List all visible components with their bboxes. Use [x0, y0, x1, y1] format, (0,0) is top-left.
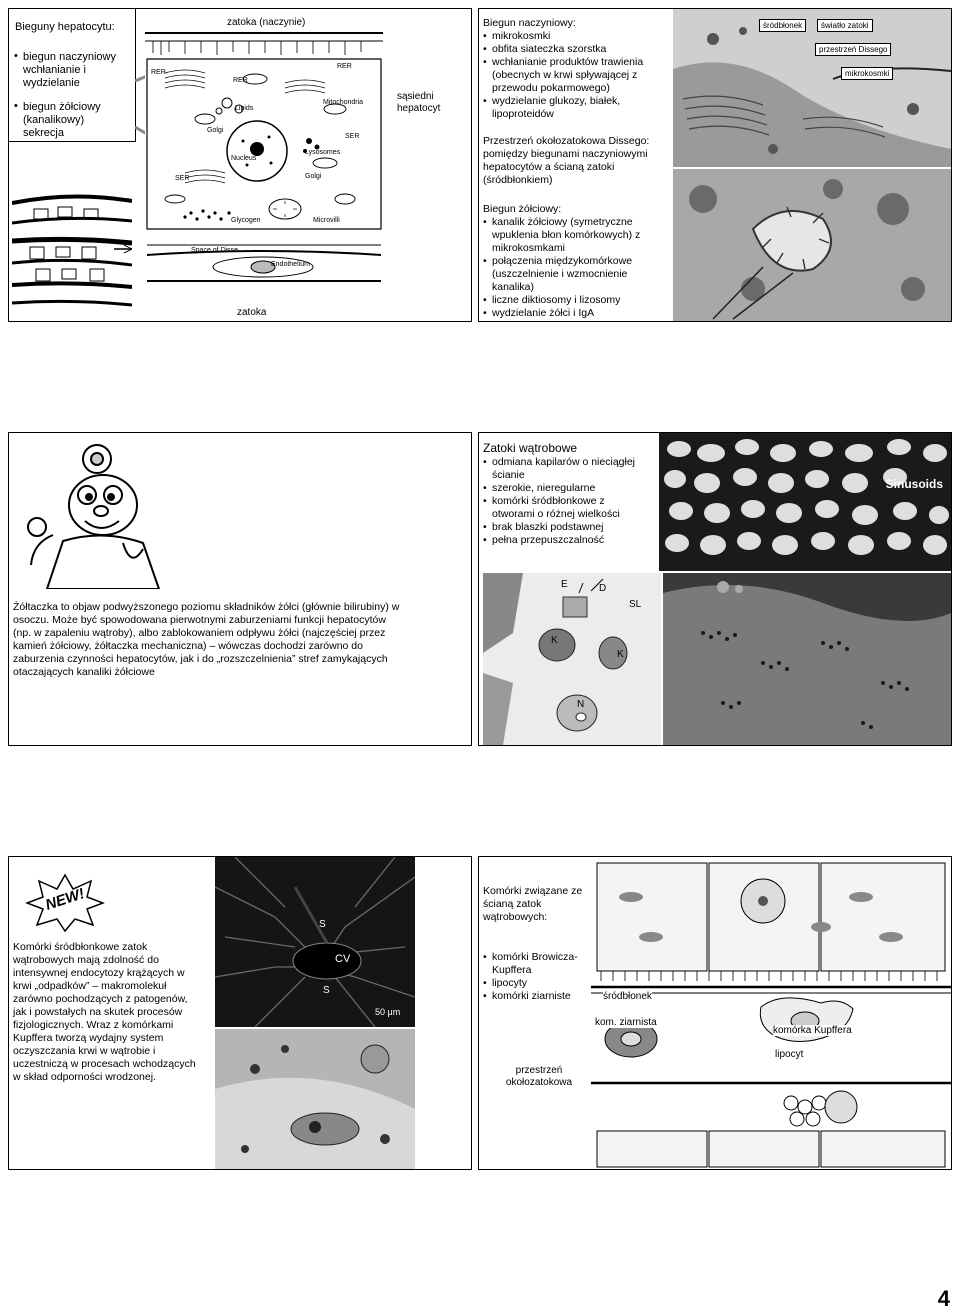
list-item: • lipocyty — [483, 977, 591, 990]
label-sinusoid-bottom: zatoka — [237, 307, 267, 318]
disse-space-title: Przestrzeń okołozatokowa Dissego: — [483, 135, 650, 147]
bullet-icon: • — [14, 50, 18, 62]
tem-label-d: D — [599, 583, 607, 594]
em-label-sinusoid-lumen: światło zatoki — [817, 19, 873, 32]
list-item: • komórki śródbłonkowe z otworami o różnej wielkości — [483, 495, 643, 521]
poles-title: Bieguny hepatocytu: — [15, 21, 115, 33]
label-lipocyte: lipocyt — [775, 1049, 804, 1060]
list-item: • brak blaszki podstawnej — [483, 521, 643, 534]
list-item: • wydzielanie glukozy, białek, lipoproteidów — [483, 95, 669, 121]
tem-label-n: N — [577, 699, 585, 710]
biliary-pole-title: Biegun żółciowy: — [483, 203, 562, 215]
organelle-label-space-of-disse: Space of Disse — [191, 247, 239, 254]
organelle-label-ser: SER — [345, 133, 360, 140]
biliary-pole-list — [483, 216, 669, 320]
list-item: • obfita siateczka szorstka — [483, 43, 669, 56]
organelle-label-lipids: Lipids — [235, 105, 254, 112]
organelle-label-mitochondria: Mitochondria — [323, 99, 364, 106]
em-texture-svg — [215, 1029, 415, 1169]
label-sinusoid-top: zatoka (naczynie) — [227, 17, 306, 28]
micro-label-cv: CV — [335, 953, 351, 965]
doctor-cartoon — [23, 439, 161, 589]
page-number: 4 — [937, 1286, 950, 1311]
list-item: • mikrokosmki — [483, 30, 669, 43]
micrograph-central-vein — [215, 857, 415, 1027]
organelle-label-golgi: Golgi — [207, 127, 224, 134]
new-badge — [25, 873, 105, 933]
tem-label-k: K — [617, 649, 624, 660]
label-perisinusoidal-space: przestrzeń okołozatokowa — [505, 1065, 573, 1088]
biliary-pole-block — [483, 203, 669, 320]
label-endothelium: śródbłonek — [603, 991, 652, 1002]
jaundice-text: Żółtaczka to objaw podwyższonego poziomu składników żółci (głównie bilirubiny) w osoczu. Może być spowodowana pierwotnymi zaburzeniami funkcji hepatocytów (np. w zapaleniu wątroby), albo zablokowaniem odpływu żółci (najczęściej przez kamień żółciowy, żółtaczka mechaniczna) – wówczas dochodzi zarówno do zaburzenia czynności hepatocytów, jak i do „rozszczelnienia” stref zamykających otaczających kanaliki żółciowe — [13, 601, 400, 678]
hepatocyte-diagram — [145, 23, 383, 295]
organelle-label-lysosomes: Lysosomes — [305, 149, 341, 156]
slide-sinusoid-associated-cells — [478, 856, 952, 1170]
list-item: • wydzielanie żółci i IgA — [483, 307, 669, 320]
organelle-label-nucleus: Nucleus — [231, 155, 257, 162]
list-item: • szerokie, nieregularne — [483, 482, 643, 495]
micro-label-s: S — [323, 985, 330, 996]
sem-label-sinusoids: Sinusoids — [885, 477, 943, 491]
vascular-pole-title: Biegun naczyniowy: — [483, 17, 576, 29]
em-texture-svg — [673, 169, 951, 321]
tem-label-sl: SL — [629, 599, 642, 610]
tem-label-k: K — [551, 635, 558, 646]
sem-fenestrae-svg — [663, 573, 951, 745]
list-item: • kanalik żółciowy (symetryczne wpuklenia błon komórkowych) z mikrokosmkami — [483, 216, 669, 255]
tem-sinusoid — [483, 573, 661, 745]
fluorescence-texture-svg — [215, 857, 415, 1027]
vascular-pole-list — [483, 30, 669, 121]
em-texture-svg — [673, 9, 951, 167]
organelle-label-glycogen: Glycogen — [231, 217, 261, 224]
list-item: • komórki ziarniste — [483, 990, 591, 1003]
list-item: • pełna przepuszczalność — [483, 534, 643, 547]
slide-hepatocyte-poles — [8, 8, 472, 322]
em-endothelial-cell — [215, 1029, 415, 1169]
poles-item-vascular: biegun naczyniowy wchłanianie i wydzielanie — [23, 51, 116, 89]
organelle-label-endothelium: Endothelium — [271, 261, 310, 268]
poles-item-biliary: biegun żółciowy (kanalikowy) sekrecja — [23, 101, 101, 139]
organelle-label-rer: RER — [233, 77, 248, 84]
sinusoid-title: Zatoki wątrobowe — [483, 441, 578, 455]
poles-text-box — [9, 9, 136, 142]
new-badge-label: NEW! — [43, 885, 87, 914]
organelle-label-rer: RER — [151, 69, 166, 76]
bullet-icon: • — [14, 100, 18, 112]
sinusoid-text-block — [483, 441, 643, 547]
associated-cells-title: Komórki związane ze ścianą zatok wątrobowych: — [483, 885, 583, 923]
sinusoid-list — [483, 456, 643, 547]
list-item: • połączenia międzykomórkowe (uszczelnienie i wzmocnienie kanalika) — [483, 255, 669, 294]
label-kupffer-cell: komórka Kupffera — [773, 1025, 852, 1036]
micro-label-scale: 50 μm — [375, 1007, 401, 1017]
tem-label-e: E — [561, 579, 568, 590]
liver-cords-svg — [12, 185, 132, 309]
list-item: • komórki Browicza-Kupffera — [483, 951, 591, 977]
slide-sinusoids — [478, 432, 952, 746]
list-item: • odmiana kapilarów o nieciągłej ścianie — [483, 456, 643, 482]
sem-sinusoid-mesh — [659, 433, 951, 571]
organelle-label-ser: SER — [175, 175, 190, 182]
vascular-pole-block — [483, 17, 669, 121]
em-label-microvilli: mikrokosmki — [841, 67, 893, 80]
endothelial-text: Komórki śródbłonkowe zatok wątrobowych mają zdolność do intensywnej endocytozy krążących w krwi „odpadków” – makromolekuł zarówno pochodzących z patogenów, jak i powstałych na skutek procesów fizjologicznych. Wraz z komórkami Kupffera tworzą wydajny system oczyszczania krwi w wątrobie i uczestniczą w procesach wchodzących w skład odporności wrodzonej. — [13, 941, 196, 1083]
list-item: • wchłanianie produktów trawienia (obecnych w krwi spływającej z przewodu pokarmowego) — [483, 56, 669, 95]
sem-mesh-svg — [659, 433, 951, 571]
slide-jaundice — [8, 432, 472, 746]
sinusoid-wall-diagram — [591, 857, 951, 1169]
em-micrograph-vascular-pole — [673, 9, 951, 167]
disse-space-text: pomiędzy biegunami naczyniowymi hepatocytów a ścianą zatoki (śródbłonkiem) — [483, 148, 648, 186]
organelle-label-golgi: Golgi — [305, 173, 322, 180]
liver-cords-drawing — [12, 185, 132, 309]
slide-hepatocyte-poles-detail — [478, 8, 952, 322]
em-label-endothelium: śródbłonek — [759, 19, 806, 32]
micro-label-s: S — [319, 919, 326, 930]
disse-space-block — [483, 135, 679, 187]
associated-cells-list — [483, 951, 591, 1003]
label-adjacent-hepatocyte: sąsiedni hepatocyt — [397, 91, 441, 114]
em-label-space-of-disse: przestrzeń Dissego — [815, 43, 891, 56]
sinusoid-wall-svg — [591, 857, 951, 1169]
sem-fenestrated-endothelium — [663, 573, 951, 745]
label-granular-cell: kom. ziarnista — [595, 1017, 657, 1028]
list-item: • liczne diktiosomy i lizosomy — [483, 294, 669, 307]
organelle-label-rer: RER — [337, 63, 352, 70]
doctor-cartoon-svg — [23, 439, 161, 589]
em-micrograph-biliary-pole — [673, 169, 951, 321]
organelle-label-microvilli: Microvilli — [313, 217, 340, 224]
slide-endothelial-cells — [8, 856, 472, 1170]
